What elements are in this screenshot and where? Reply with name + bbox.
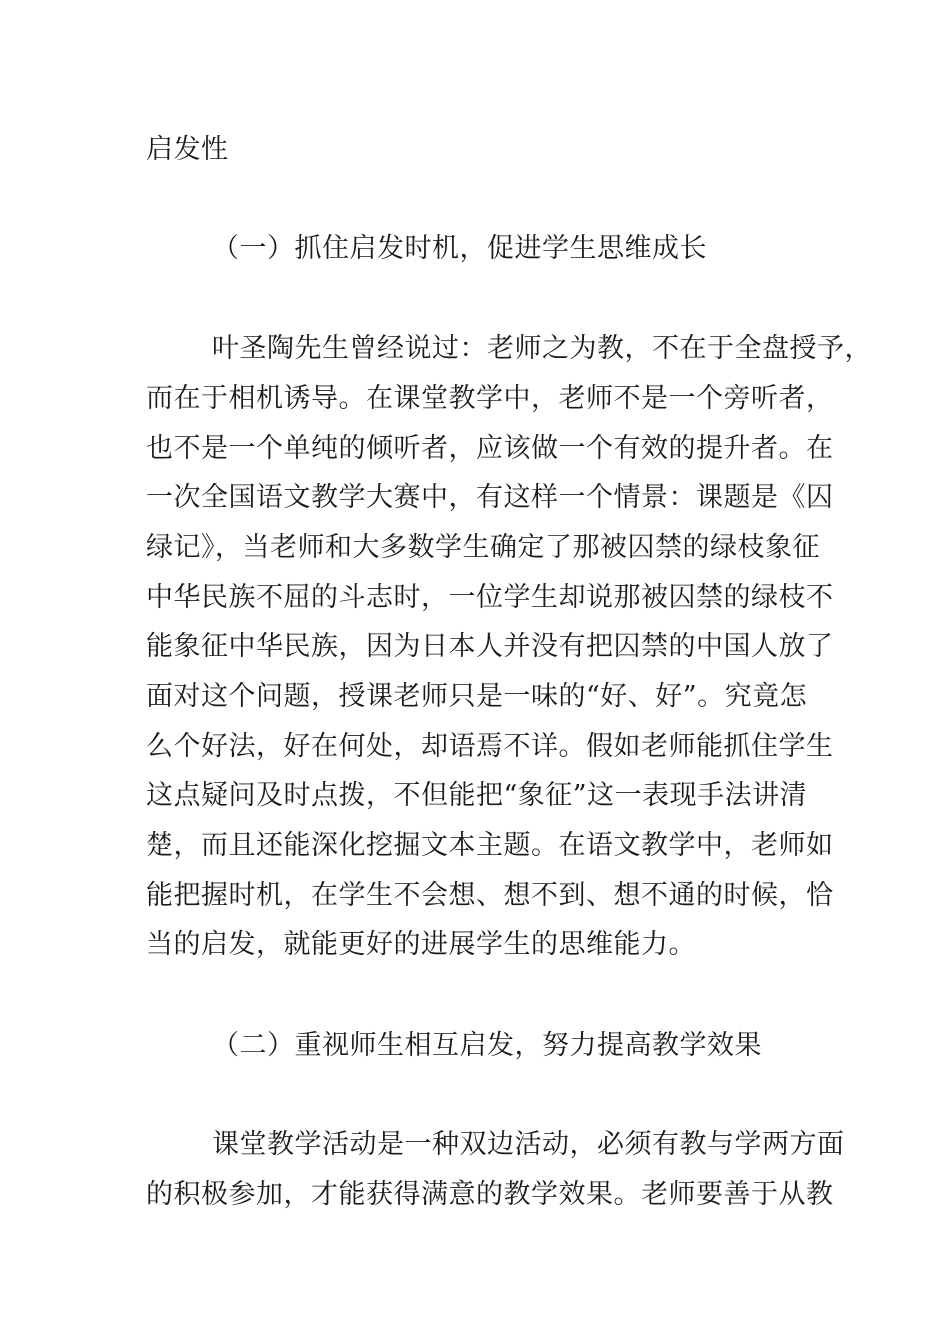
paragraph-line: 当的启发，就能更好的进展学生的思维能力。 [146, 929, 696, 960]
paragraph-line: 一次全国语文教学大赛中，有这样一个情景：课题是《囚 [146, 482, 834, 513]
paragraph-line: 中华民族不屈的斗志时，一位学生却说那被囚禁的绿枝不 [146, 582, 834, 613]
paragraph-line: 而在于相机诱导。在课堂教学中，老师不是一个旁听者， [146, 383, 834, 414]
paragraph-line: 课堂教学活动是一种双边活动，必须有教与学两方面 [212, 1129, 845, 1160]
paragraph-line: 能把握时机，在学生不会想、想不到、想不通的时候，恰 [146, 880, 834, 911]
paragraph-line: 也不是一个单纯的倾听者，应该做一个有效的提升者。在 [146, 433, 834, 464]
paragraph-line: 么个好法，好在何处，却语焉不详。假如老师能抓住学生 [146, 731, 834, 762]
paragraph-line: 绿记》，当老师和大多数学生确定了那被囚禁的绿枝象征 [146, 532, 820, 563]
paragraph-line: 的积极参加，才能获得满意的教学效果。老师要善于从教 [146, 1179, 834, 1210]
paragraph-line: 能象征中华民族，因为日本人并没有把囚禁的中国人放了 [146, 631, 834, 662]
paragraph-line: 这点疑问及时点拨，不但能把“象征”这一表现手法讲清 [146, 780, 808, 811]
paragraph-line: 楚，而且还能深化挖掘文本主题。在语文教学中，老师如 [146, 830, 834, 861]
section2-heading: （二）重视师生相互启发，努力提高教学效果 [212, 1030, 762, 1061]
paragraph-line: 叶圣陶先生曾经说过：老师之为教，不在于全盘授予， [212, 333, 872, 364]
top-heading: 启发性 [146, 134, 229, 165]
section1-heading: （一）抓住启发时机，促进学生思维成长 [212, 233, 707, 264]
paragraph-line: 面对这个问题，授课老师只是一味的“好、好”。究竟怎 [146, 681, 808, 712]
